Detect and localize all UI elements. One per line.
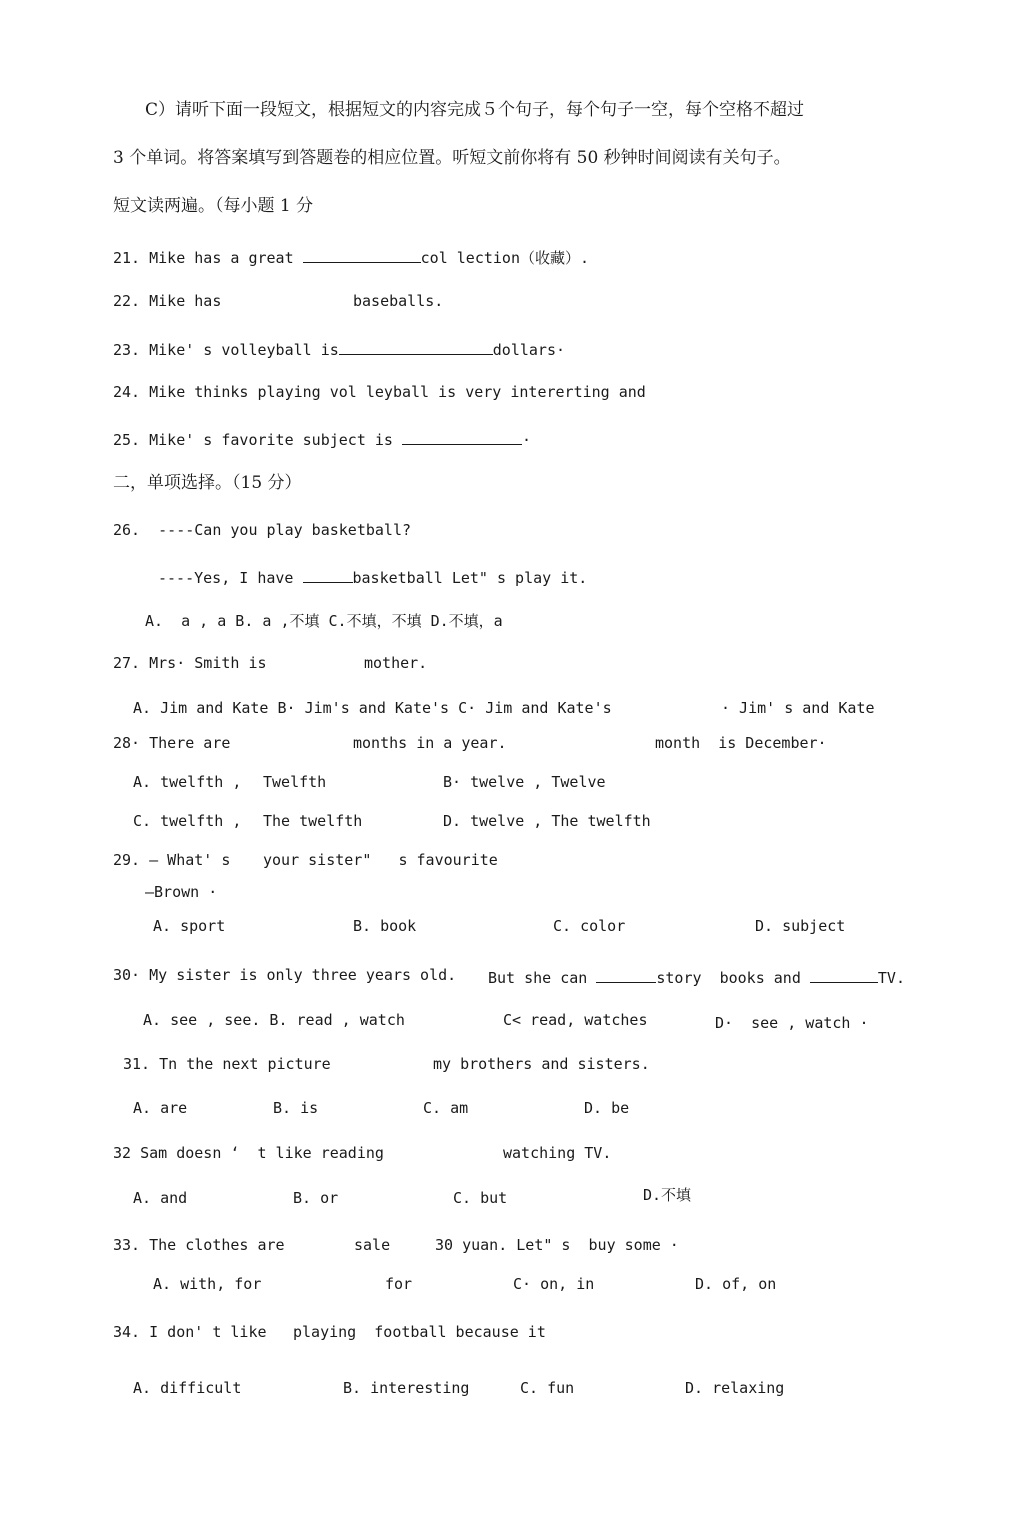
question-30-stem: 30· My sister is only three years old. (113, 966, 457, 984)
question-33-option-b: for (385, 1275, 413, 1293)
question-32-option-a: A. and (133, 1189, 188, 1207)
question-33-option-a: A. with, for (153, 1275, 262, 1293)
section-c-instruction-line2: 3 个单词。将答案填写到答题卷的相应位置。听短文前你将有 50 秒钟时间阅读有关句子。 (113, 148, 791, 168)
question-31-option-b: B. is (273, 1099, 319, 1117)
answer-blank[interactable] (810, 968, 878, 983)
section-c-instruction-line1: C）请听下面一段短文，根据短文的内容完成５个句子，每个句子一空，每个空格不超过 (145, 100, 805, 120)
question-22-tail: baseballs. (353, 292, 444, 310)
question-28-stem: 28· There are (113, 734, 231, 752)
question-34-stem: 34. I don' t like (113, 1323, 267, 1341)
question-29-stem-tail: your sister" s favourite (263, 851, 498, 869)
question-30-stem-c: story books and (656, 969, 810, 987)
question-29-option-a: A. sport (153, 917, 226, 935)
question-27-option-d: · Jim' s and Kate (721, 699, 875, 717)
question-21-tail: col lection（收藏）. (420, 249, 590, 267)
question-31-stem: 31. Tn the next picture (123, 1055, 331, 1073)
question-30-option-c: C< read, watches (503, 1011, 648, 1029)
section-c-instruction-line3: 短文读两遍。（每小题 1 分 (113, 196, 314, 216)
question-29-stem: 29. — What' s (113, 851, 231, 869)
question-28-option-a: A. twelfth , (133, 773, 242, 791)
question-21 (113, 248, 589, 266)
answer-blank[interactable] (596, 968, 656, 983)
answer-blank[interactable] (402, 430, 522, 445)
question-32-stem: 32 Sam doesn ‘ t like reading (113, 1144, 384, 1162)
question-23-stem: 23. Mike' s volleyball is (113, 341, 339, 359)
question-34-option-a: A. difficult (133, 1379, 242, 1397)
question-27-stem: 27. Mrs· Smith is (113, 654, 267, 672)
question-28-option-c-2: The twelfth (263, 812, 363, 830)
question-21-stem: 21. Mike has a great (113, 249, 303, 267)
question-30-stem-b: But she can (488, 969, 597, 987)
answer-blank[interactable] (303, 568, 353, 583)
question-25 (113, 430, 531, 448)
question-28-option-a-2: Twelfth (263, 773, 327, 791)
question-23 (113, 340, 565, 358)
question-30-stem-d: TV. (877, 969, 905, 987)
question-27-options: A. Jim and Kate B· Jim's and Kate's C· Jim and Kate's (133, 699, 612, 717)
question-26-reply-post: basketball Let" s play it. (352, 569, 588, 587)
question-25-tail: · (521, 431, 532, 449)
question-24: 24. Mike thinks playing vol leyball is very intererting and (113, 383, 646, 401)
question-31-stem-tail: my brothers and sisters. (433, 1055, 650, 1073)
question-28-option-b: B· twelve , Twelve (443, 773, 606, 791)
question-26-stem: 26. ----Can you play basketball? (113, 521, 412, 539)
question-33-option-c: C· on, in (513, 1275, 595, 1293)
question-33-stem-mid: sale (354, 1236, 391, 1254)
question-34-stem-tail: playing football because it (293, 1323, 546, 1341)
question-29-option-b: B. book (353, 917, 417, 935)
question-28-stem-mid: months in a year. (353, 734, 507, 752)
question-31-option-d: D. be (584, 1099, 630, 1117)
question-31-option-c: C. am (423, 1099, 469, 1117)
answer-blank[interactable] (339, 340, 493, 355)
question-32-option-d: D.不填 (643, 1186, 692, 1204)
question-32-option-c: C. but (453, 1189, 508, 1207)
question-29-option-d: D. subject (755, 917, 846, 935)
question-31-option-a: A. are (133, 1099, 188, 1117)
question-28-option-d: D. twelve , The twelfth (443, 812, 651, 830)
question-30-option-d: D· see , watch · (715, 1014, 869, 1032)
question-30-stem-tail (488, 968, 905, 986)
question-32-option-b: B. or (293, 1189, 339, 1207)
question-29-option-c: C. color (553, 917, 626, 935)
question-32-stem-tail: watching TV. (503, 1144, 612, 1162)
question-33-stem: 33. The clothes are (113, 1236, 285, 1254)
question-26-reply-pre: ----Yes, I have (158, 569, 303, 587)
question-27-stem-tail: mother. (364, 654, 428, 672)
question-33-stem-tail: 30 yuan. Let" s buy some · (435, 1236, 679, 1254)
question-34-option-b: B. interesting (343, 1379, 470, 1397)
question-26-reply (158, 568, 587, 586)
question-28-stem-tail: month is December· (655, 734, 827, 752)
question-34-option-d: D. relaxing (685, 1379, 785, 1397)
question-30-options-ab: A. see , see. B. read , watch (143, 1011, 405, 1029)
section-2-heading: 二，单项选择。（15 分） (113, 473, 302, 493)
question-28-option-c: C. twelfth , (133, 812, 242, 830)
question-29-answer-line: —Brown · (145, 883, 218, 901)
question-33-option-d: D. of, on (695, 1275, 777, 1293)
question-34-option-c: C. fun (520, 1379, 575, 1397)
question-23-tail: dollars· (492, 341, 566, 359)
question-25-stem: 25. Mike' s favorite subject is (113, 431, 402, 449)
question-22-stem: 22. Mike has (113, 292, 222, 310)
answer-blank[interactable] (303, 248, 421, 263)
question-26-options: A. a , a B. a ,不填 C.不填，不填 D.不填，a (145, 612, 503, 630)
